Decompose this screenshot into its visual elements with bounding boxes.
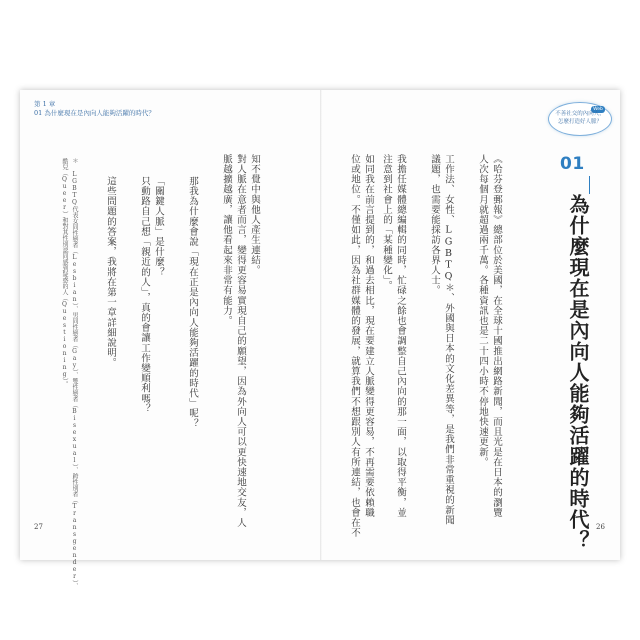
running-head-chapter-label: 第 1 章 (34, 100, 56, 108)
left-footnote-line-2: 酷兒（Queer）和對其性別認同感到疑惑的人（Questioning）。 (61, 158, 68, 387)
right-paragraph-line-1: 《哈芬登郵報》總部位於美國，在全球十國推出網路新聞，而且光是在日本的瀏覽 (491, 154, 502, 518)
page-gutter (320, 90, 322, 560)
right-paragraph-line-3: 工作法、女性、LGBTQ＊、外國與日本的文化差異等，是我們非常重視的新聞 (443, 154, 454, 526)
left-page-number: 27 (34, 523, 43, 531)
web-icon: Web (591, 106, 605, 113)
left-paragraph-line-2: 只動路自己想「親近的人」，真的會讓工作變順利嗎？ (139, 176, 150, 414)
right-paragraph-line-4: 議題，也需要能採訪各界人士。 (429, 154, 440, 296)
right-paragraph-line-2: 人次每個月就超過兩千萬。各種資訊也是二十四小時不停地快速更新。 (477, 154, 488, 468)
left-paragraph-line-1: 這些問題的答案，我將在第一章詳細說明。 (105, 176, 116, 368)
right-paragraph-line-7: 如同我在前言提到的，和過去相比，現在要建立人脈變得更容易，不再需要依賴職 (363, 154, 374, 518)
badge-text (553, 111, 607, 126)
left-paragraph-line-3: 「關鍵人脈」是什麼？ (153, 176, 164, 277)
left-paragraph-line-7: 知不覺中與他人產生連結。 (249, 154, 260, 276)
running-head-title: 01 為什麼現在是內向人能夠活躍的時代？ (34, 109, 155, 117)
book-spread (20, 90, 620, 589)
badge-line-2: 怎麼打造好人脈？ (557, 118, 602, 125)
right-page-number: 26 (596, 523, 605, 531)
badge-line-1: 不善社交的內向人， (555, 111, 605, 117)
chapter-divider (589, 176, 590, 194)
right-paragraph-line-5: 我擔任媒體總編輯的同時，忙碌之餘也會調整自己內向的那一面，以取得平衡，並 (395, 154, 406, 518)
left-paragraph-line-6: 對人脈在意者而言，變得更容易實現自己的願望，因為外向人可以更快速地交友，人 (235, 154, 246, 528)
chapter-number: 01 (560, 154, 585, 174)
chapter-title: 為什麼現在是內向人能夠活躍的時代？ (566, 194, 590, 551)
left-paragraph-line-5: 脈越擴越廣，讓他看起來非常有能力。 (221, 154, 232, 326)
left-paragraph-line-4: 那我為什麼會說「現在正是內向人能夠活躍的時代」呢？ (187, 176, 198, 429)
right-paragraph-line-8: 位或地位。不僅如此，因為社群媒體的發展，就算我們不想跟別人有所連結，也會在不 (349, 154, 360, 538)
series-badge (548, 102, 612, 136)
left-footnote-line-1: ＊ LGBTQ代表女同性戀者（Lesbian）、男同性戀者（Gay）、雙性戀者（Bisexual）、跨性別者（Transgender）、 (71, 158, 78, 589)
right-paragraph-line-6: 注意到社會上的「某種變化」。 (381, 154, 392, 291)
left-running-head (34, 100, 155, 118)
